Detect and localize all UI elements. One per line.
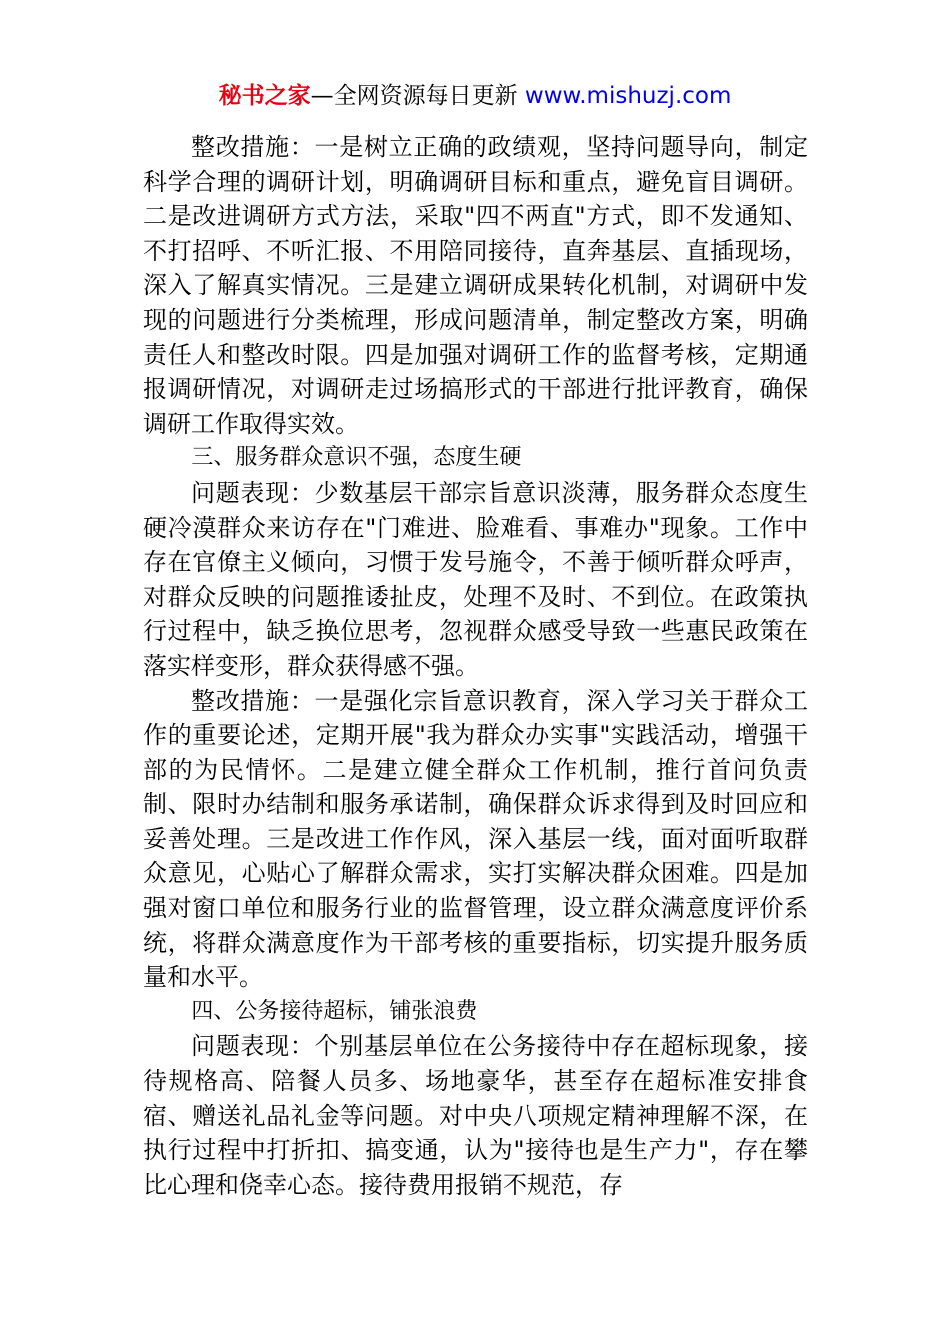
site-url-link[interactable]: www.mishuzj.com [524, 83, 732, 109]
section-heading-3: 三、服务群众意识不强，态度生硬 [191, 445, 522, 471]
paragraph-problem-manifestation-4: 问题表现：个别基层单位在公务接待中存在超标现象，接待规格高、陪餐人员多、场地豪华，甚至存在超标准安排食宿、赠送礼品礼金等问题。对中央八项规定精神理解不深，在执行过程中打折扣、搞变通，认为"接待也是生产力"，存在攀比心理和侥幸心态。接待费用报销不规范，存 [143, 1032, 808, 1199]
paragraph-problem-manifestation-3: 问题表现：少数基层干部宗旨意识淡薄，服务群众态度生硬冷漠群众来访存在"门难进、脸难看、事难办"现象。工作中存在官僚主义倾向，习惯于发号施令，不善于倾听群众呼声，对群众反映的问题推诿扯皮，处理不及时、不到位。在政策执行过程中，缺乏换位思考，忽视群众感受导致一些惠民政策在落实样变形，群众获得感不强。 [143, 478, 808, 680]
paragraph-rectification-measures-1: 整改措施：一是树立正确的政绩观，坚持问题导向，制定科学合理的调研计划，明确调研目标和重点，避免盲目调研。二是改进调研方式方法，采取"四不两直"方式，即不发通知、不打招呼、不听汇报、不用陪同接待，直奔基层、直插现场，深入了解真实情况。三是建立调研成果转化机制，对调研中发现的问题进行分类梳理，形成问题清单，制定整改方案，明确责任人和整改时限。四是加强对调研工作的监督考核，定期通报调研情况，对调研走过场搞形式的干部进行批评教育，确保调研工作取得实效。 [143, 133, 808, 438]
section-heading-4: 四、公务接待超标，铺张浪费 [191, 998, 478, 1024]
brand-name: 秘书之家 [218, 83, 311, 109]
header-tagline: —全网资源每日更新 [310, 83, 525, 109]
document-body [143, 130, 808, 1202]
paragraph-rectification-measures-3: 整改措施：一是强化宗旨意识教育，深入学习关于群众工作的重要论述，定期开展"我为群众办实事"实践活动，增强干部的为民情怀。二是建立健全群众工作机制，推行首问负责制、限时办结制和服务承诺制，确保群众诉求得到及时回应和妥善处理。三是改进工作作风，深入基层一线，面对面听取群众意见，心贴心了解群众需求，实打实解决群众困难。四是加强对窗口单位和服务行业的监督管理，设立群众满意度评价系统，将群众满意度作为干部考核的重要指标，切实提升服务质量和水平。 [143, 686, 808, 992]
page-header [0, 80, 950, 112]
